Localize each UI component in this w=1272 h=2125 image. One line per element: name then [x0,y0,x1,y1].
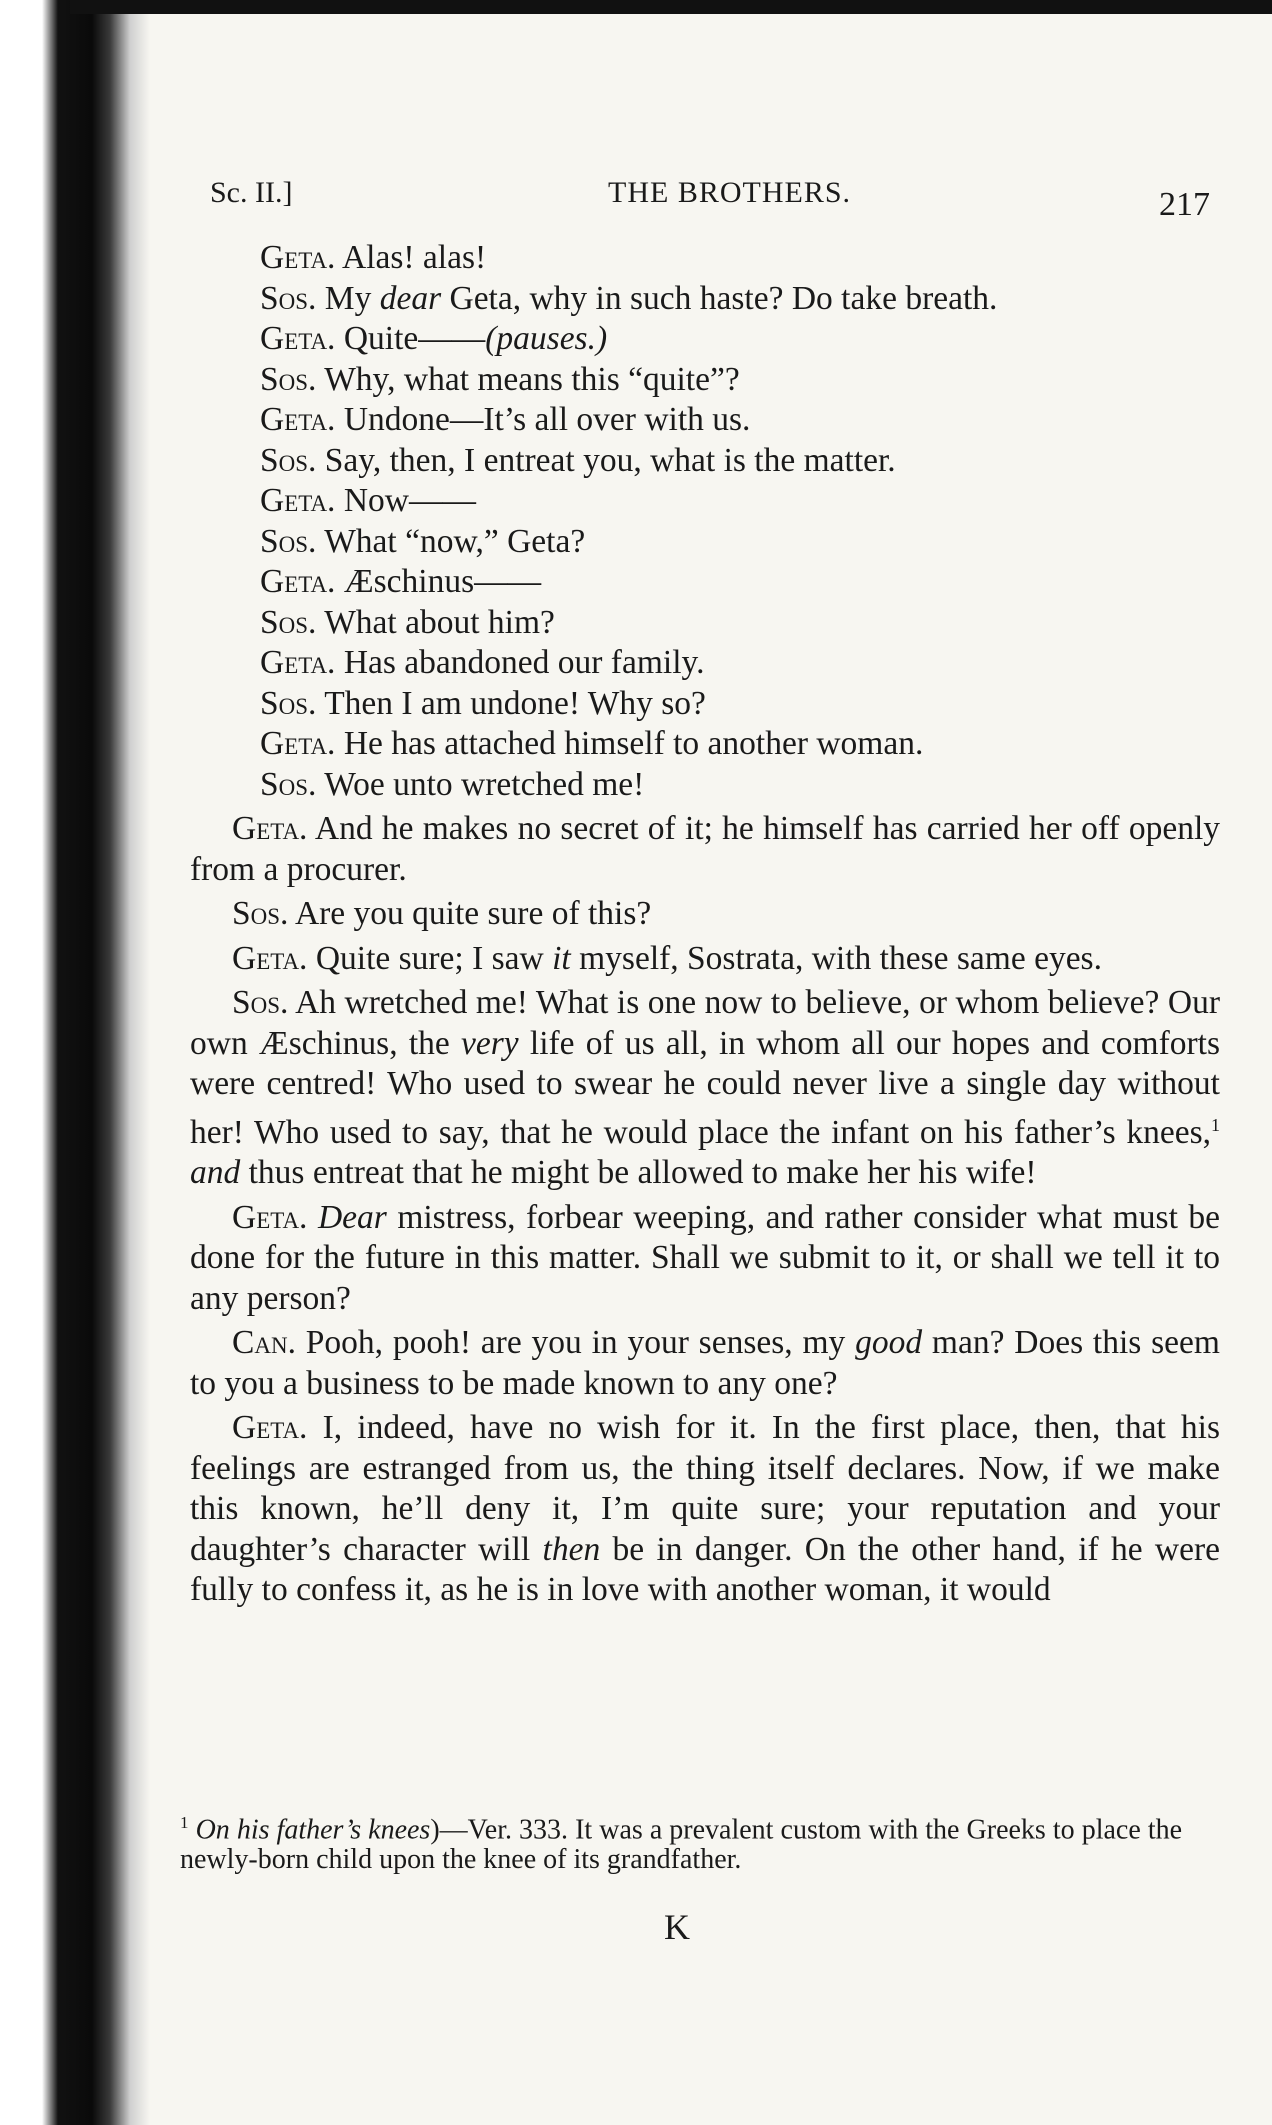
dialogue-line [190,643,1220,684]
footnote-text: )—Ver. 333. It was a prevalent custom with the Greeks to place the newly-born child upon the knee of its grandfather. [180,1814,1183,1876]
line-text: My [316,279,380,317]
line-text: Geta, why in such haste? Do take breath. [441,279,998,317]
stage-direction: (pauses.) [485,320,608,357]
emphasis: it [552,939,571,977]
dialogue-line [190,360,1220,401]
running-title: THE BROTHERS. [608,176,852,209]
speaker-name: Geta. [232,1409,308,1447]
line-text: Now—— [335,482,476,519]
speaker-name: Geta. [260,482,336,519]
speaker-name: Sos. [260,360,317,398]
line-text: Alas! alas! [335,239,487,276]
footnote [180,1808,1182,1875]
line-text: Has abandoned our family. [335,644,705,681]
footnote-number: 1 [180,1813,189,1832]
dialogue-line [190,319,1220,360]
paragraph-text: man? Does this seem to you a business to be made known to any one? [190,1324,1220,1402]
dialogue-line [190,238,1220,279]
dialogue-paragraph [190,939,1220,980]
book-spine-shadow [0,0,150,2125]
dialogue-line [190,400,1220,441]
dialogue-line [190,603,1220,644]
emphasis: then [542,1530,601,1568]
paragraph-text: thus entreat that he might be allowed to make her his wife! [240,1154,1037,1192]
dialogue-line [190,562,1220,603]
dialogue-paragraph [190,1408,1220,1611]
footnote-marker[interactable]: 1 [1211,1114,1220,1135]
speaker-name: Geta. [260,644,336,681]
speaker-name: Sos. [260,279,317,317]
dialogue-paragraph [190,983,1220,1194]
speaker-name: Geta. [260,320,336,357]
speaker-name: Sos. [260,684,317,722]
running-header [210,168,1210,228]
paragraph-text: I, indeed, have no wish for it. In the first place, then, that his feelings are estranged from us, the thing itself declares. Now, if we make this known, he’ll deny it, I’m quite sure; your reputation and your daughter’s character will [190,1409,1220,1568]
speaker-name: Sos. [260,522,317,560]
dialogue-line [190,522,1220,563]
speaker-name: Sos. [232,895,289,932]
speaker-name: Geta. [232,939,308,977]
line-text: Woe unto wretched me! [316,765,645,803]
line-text: Quite—— [335,320,486,357]
scene-reference: Sc. II.] [210,176,293,209]
paragraph-text: mistress, forbear weeping, and rather consider what must be done for the future in this matter. Shall we submit to it, or shall we tell it to any person? [190,1198,1220,1317]
line-text: Say, then, I entreat you, what is the matter. [316,441,896,479]
dialogue-line [190,684,1220,725]
line-text: Æschinus—— [335,563,542,600]
line-text: Why, what means this “quite”? [316,360,740,398]
dialogue-line [190,279,1220,320]
dialogue-paragraph [190,809,1220,890]
speaker-name: Geta. [260,725,336,762]
speaker-name: Sos. [232,984,289,1021]
speaker-name: Geta. [232,810,308,847]
paragraph-text: life of us all, in whom all our hopes and comforts were centred! Who used to swear he could never live a single day without her! Who used to say, that he would place the infant on his father’s knees, [190,1024,1221,1151]
dialogue-paragraph [190,1198,1220,1320]
line-text: What about him? [316,603,555,641]
paragraph-text: Quite sure; I saw [307,939,553,977]
speaker-name: Geta. [260,239,336,276]
speaker-name: Sos. [260,765,317,803]
line-text: Undone—It’s all over with us. [335,401,751,438]
emphasis: and [190,1154,241,1192]
speaker-name: Geta. [260,563,336,600]
paragraph-text: Ah wretched me! What is one now to believe, or whom believe? Our own Æschinus, the [190,984,1220,1062]
play-text [190,238,1220,1611]
dialogue-line [190,724,1220,765]
paragraph-text: Are you quite sure of this? [288,895,652,932]
line-text: He has attached himself to another woman. [335,725,924,762]
paragraph-text: And he makes no secret of it; he himself has carried her off openly from a procurer. [190,810,1220,888]
dialogue-line [190,441,1220,482]
dialogue-paragraph [190,1323,1220,1404]
speaker-name: Sos. [260,441,317,479]
dialogue-line [190,481,1220,522]
dialogue-line [190,765,1220,806]
book-page [180,0,1221,2125]
signature-mark: K [664,1907,690,1947]
paragraph-text: be in danger. On the other hand, if he were fully to confess it, as he is in love with another woman, it would [190,1530,1220,1609]
paragraph-text: Pooh, pooh! are you in your senses, my [295,1324,856,1362]
line-text: Then I am undone! Why so? [316,684,706,722]
emphasis: dear [379,279,442,317]
emphasis: Dear [317,1198,387,1236]
page-number: 217 [1159,186,1210,223]
emphasis: very [461,1024,519,1062]
line-text: What “now,” Geta? [316,522,586,560]
speaker-name: Sos. [260,603,317,641]
paragraph-text: myself, Sostrata, with these same eyes. [570,939,1102,977]
emphasis: good [855,1324,923,1362]
speaker-name: Geta. [260,401,336,438]
speaker-name: Geta. [232,1198,308,1236]
speaker-name: Can. [232,1324,296,1362]
dialogue-paragraph [190,894,1220,935]
footnote-reference: On his father’s knees [195,1814,431,1846]
